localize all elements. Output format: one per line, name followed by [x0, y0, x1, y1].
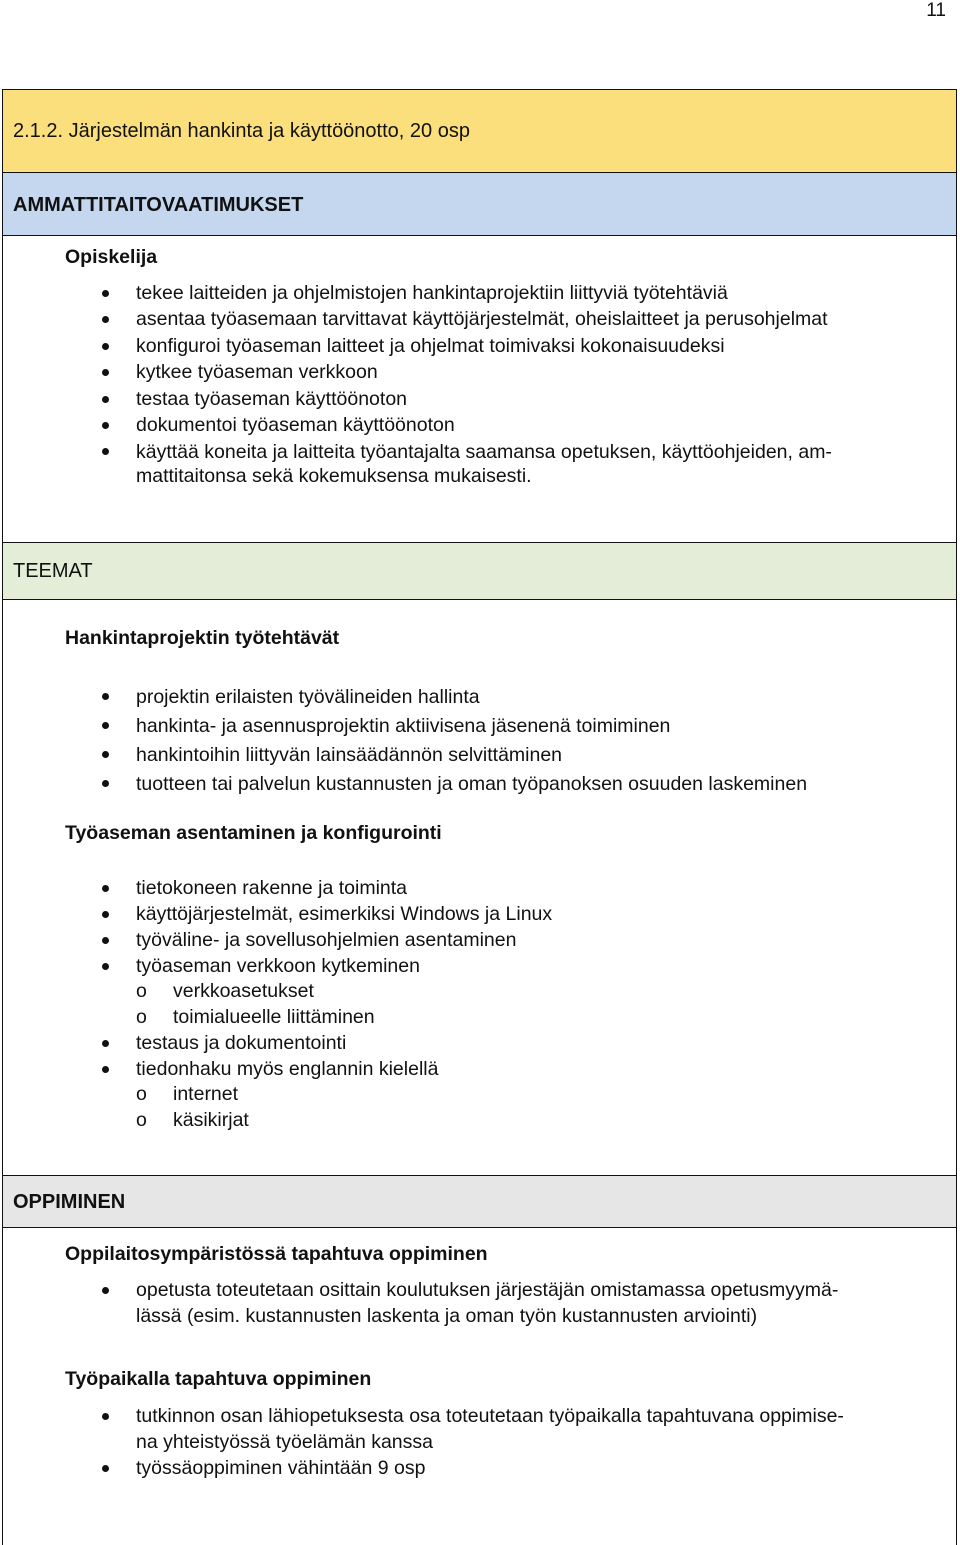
sub-marker: o [136, 1083, 147, 1105]
list-item: tekee laitteiden ja ohjelmistojen hankintaprojektiin liittyviä työtehtäviä [3, 280, 903, 306]
list-item: tietokoneen rakenne ja toiminta [3, 875, 903, 901]
line: käyttää koneita ja laitteita työantajalta saamansa opetuksen, käyttöohjeiden, am- [136, 441, 832, 464]
list-item [3, 1056, 903, 1133]
learning-header: OPPIMINEN [13, 1191, 126, 1213]
list-item: kytkee työaseman verkkoon [3, 359, 903, 385]
list-item: projektin erilaisten työvälineiden hallinta [3, 683, 903, 712]
line: opetusta toteutetaan osittain koulutuksen järjestäjän omistamassa opetusmyymä- [136, 1279, 839, 1301]
sub-item: o internet [136, 1082, 903, 1108]
skills-header: AMMATTITAITOVAATIMUKSET [13, 194, 304, 216]
list-item-label: työaseman verkkoon kytkeminen [136, 955, 420, 977]
themes-group2-heading: Työaseman asentaminen ja konfigurointi [65, 822, 442, 844]
module-title: 2.1.2. Järjestelmän hankinta ja käyttöönotto, 20 osp [13, 120, 470, 142]
network-sublist [136, 979, 903, 1030]
list-item-label: tiedonhaku myös englannin kielellä [136, 1058, 439, 1080]
list-item [3, 1277, 903, 1329]
learning-group1-heading: Oppilaitosympäristössä tapahtuva oppiminen [65, 1243, 488, 1265]
skills-body [2, 235, 957, 542]
skills-list [3, 280, 903, 488]
sub-item: o käsikirjat [136, 1108, 903, 1134]
list-item: työväline- ja sovellusohjelmien asentaminen [3, 927, 903, 953]
list-item: dokumentoi työaseman käyttöönoton [3, 412, 903, 438]
list-item: testaa työaseman käyttöönoton [3, 386, 903, 412]
list-item: testaus ja dokumentointi [3, 1030, 903, 1056]
list-item [3, 953, 903, 1030]
list-item: hankintoihin liittyvän lainsäädännön selvittäminen [3, 741, 903, 770]
themes-header: TEEMAT [13, 560, 93, 582]
skills-subheading: Opiskelija [65, 246, 158, 268]
sub-marker: o [136, 1108, 147, 1131]
themes-body [2, 599, 957, 1175]
themes-group2-list [3, 875, 903, 1133]
sub-marker: o [136, 980, 147, 1002]
sub-marker: o [136, 1005, 147, 1028]
learning-group2-list [3, 1403, 903, 1481]
themes-header-row [2, 542, 957, 599]
list-item: konfiguroi työaseman laitteet ja ohjelmat toimivaksi kokonaisuudeksi [3, 333, 903, 359]
document-table [2, 89, 957, 1545]
sub-item: o toimialueelle liittäminen [136, 1005, 903, 1031]
list-item: käyttöjärjestelmät, esimerkiksi Windows ja Linux [3, 901, 903, 927]
list-item: asentaa työasemaan tarvittavat käyttöjärjestelmät, oheislaitteet ja perusohjelmat [3, 306, 903, 332]
line: lässä (esim. kustannusten laskenta ja oman työn kustannusten arviointi) [136, 1305, 758, 1327]
learning-header-row [2, 1175, 957, 1227]
list-item [3, 1403, 903, 1455]
learning-group1-list [3, 1277, 903, 1329]
themes-group1-heading: Hankintaprojektin työtehtävät [65, 627, 340, 649]
themes-group1-list [3, 683, 903, 799]
search-sublist [136, 1082, 903, 1133]
sub-item: o verkkoasetukset [136, 979, 903, 1005]
line: na yhteistyössä työelämän kanssa [136, 1431, 433, 1453]
learning-body [2, 1227, 957, 1545]
list-item: työssäoppiminen vähintään 9 osp [3, 1455, 903, 1481]
line: tutkinnon osan lähiopetuksesta osa toteutetaan työpaikalla tapahtuvana oppimise- [136, 1405, 844, 1427]
title-row [2, 89, 957, 172]
line: mattitaitonsa sekä kokemuksensa mukaisesti. [136, 465, 532, 488]
list-item: tuotteen tai palvelun kustannusten ja oman työpanoksen osuuden laskeminen [3, 770, 903, 799]
page-number: 11 [926, 0, 946, 21]
list-item: hankinta- ja asennusprojektin aktiivisena jäsenenä toimiminen [3, 712, 903, 741]
learning-group2-heading: Työpaikalla tapahtuva oppiminen [65, 1368, 372, 1390]
skills-header-row [2, 172, 957, 235]
list-item [3, 438, 903, 488]
